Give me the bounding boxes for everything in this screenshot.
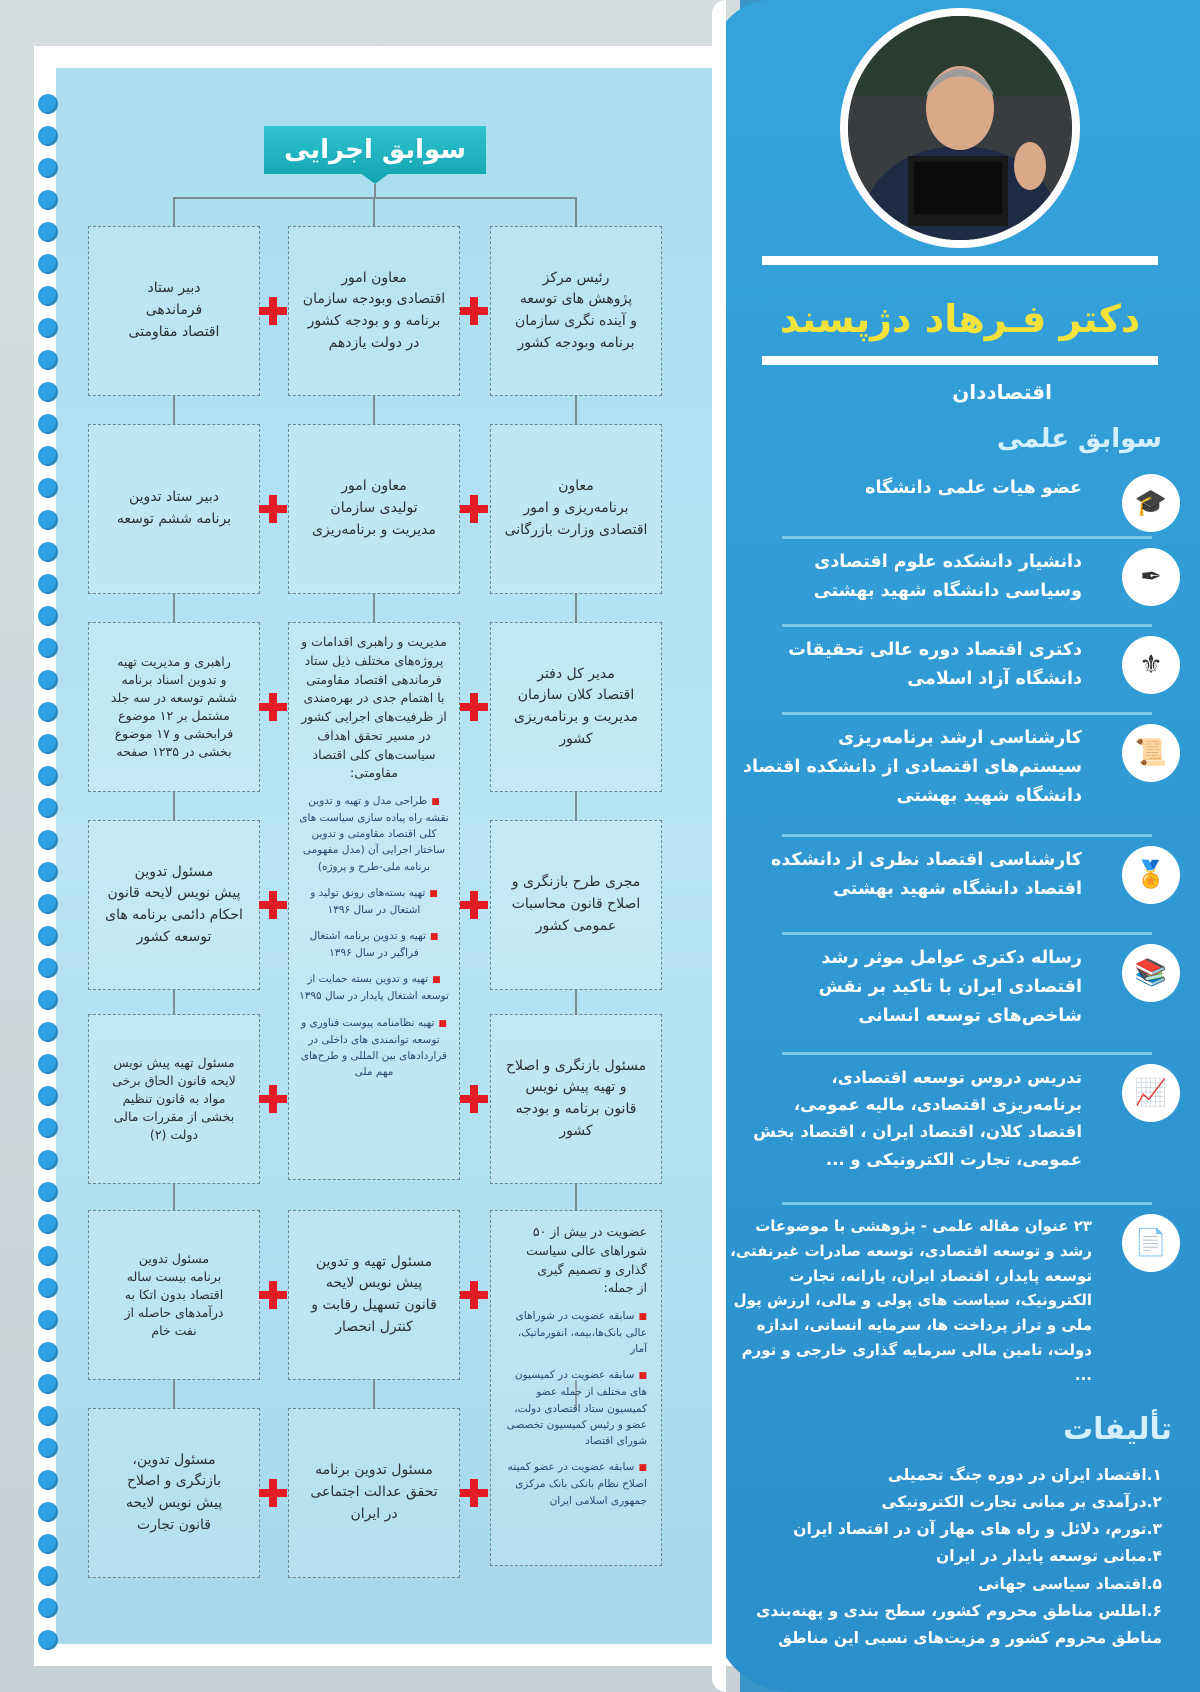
record-line: بخشی از مقررات مالی (113, 1109, 235, 1125)
books-icon: 📚 (1122, 944, 1180, 1002)
spiral-ring (38, 510, 58, 530)
notebook-spiral (38, 94, 58, 1654)
record-line: دبیر ستاد (147, 280, 201, 297)
spiral-ring (38, 1342, 58, 1362)
resistance-economy-box (288, 622, 460, 1180)
spiral-ring (38, 798, 58, 818)
academic-item (742, 548, 1188, 608)
record-line: معاون (558, 478, 594, 495)
record-text (112, 1054, 236, 1145)
record-line: برنامه و و بودجه کشور (307, 313, 441, 329)
connector-line (373, 197, 375, 226)
spiral-ring (38, 1022, 58, 1042)
plus-icon (259, 1281, 287, 1309)
spiral-ring (38, 1630, 58, 1650)
intro-line: گذاری و تصمیم گیری (537, 1261, 647, 1277)
plus-icon (460, 891, 488, 919)
connector-line (173, 594, 175, 622)
record-line: مدیریت و برنامه‌ریزی (312, 521, 436, 538)
spiral-ring (38, 1598, 58, 1618)
record-line: عمومی کشور (535, 917, 617, 934)
record-line: تولیدی سازمان (330, 500, 418, 517)
council-membership-box (490, 1210, 662, 1566)
profile-panel (712, 0, 1200, 1692)
books-list (742, 1462, 1162, 1652)
spiral-ring (38, 1310, 58, 1330)
record-box (490, 226, 662, 396)
record-line: فرابخشی و ۱۷ موضوع (114, 726, 234, 742)
record-line: مواد به قانون تنظیم (122, 1090, 226, 1106)
record-line: و تدوین اسناد برنامه (121, 671, 227, 687)
spiral-ring (38, 734, 58, 754)
spiral-ring (38, 766, 58, 786)
item-separator (782, 624, 1152, 627)
intro-line: شوراهای عالی سیاست (526, 1242, 647, 1258)
book-item: ۵.اقتصاد سیاسی جهانی (977, 1574, 1162, 1593)
intro-line: از جمله: (603, 1280, 647, 1296)
person-role: اقتصاددان (952, 380, 1052, 404)
spiral-ring (38, 382, 58, 402)
connector-line (575, 1184, 577, 1210)
spiral-ring (38, 1054, 58, 1074)
panel-edge (712, 0, 726, 1692)
record-text (126, 1450, 222, 1537)
book-item: ۴.مبانی توسعه پایدار در ایران (936, 1547, 1162, 1566)
record-box (88, 424, 260, 594)
plus-icon (460, 693, 488, 721)
connector-line (575, 990, 577, 1014)
plus-icon (460, 1085, 488, 1113)
item-separator (782, 536, 1152, 539)
spiral-ring (38, 1150, 58, 1170)
academic-item-text: عضو هیات علمی دانشگاه (865, 478, 1082, 498)
spiral-ring (38, 702, 58, 722)
intro-line: سیاست‌های کلی اقتصاد (312, 746, 436, 762)
bullet-item: ■ تهیه و تدوین برنامه اشتغال فراگیر در سال ۱۳۹۶ (297, 928, 451, 961)
record-line: دولت (۲) (149, 1127, 199, 1143)
connector-line (173, 197, 175, 226)
connector-line (173, 990, 175, 1014)
spiral-ring (38, 1214, 58, 1234)
spiral-ring (38, 478, 58, 498)
plus-icon (460, 1281, 488, 1309)
record-line: برنامه‌ریزی و امور (523, 500, 629, 517)
spiral-ring (38, 606, 58, 626)
item-separator (782, 1202, 1152, 1205)
academic-item-text: دانشیار دانشکده علوم اقتصادی وسیاسی دانشگاه شهید بهشتی (813, 552, 1082, 601)
intro-line: با اهتمام جدی در بهره‌مندی (303, 690, 445, 706)
record-text (515, 268, 637, 355)
record-text (111, 653, 237, 762)
record-line: بخشی در ۱۲۳۵ صفحه (116, 744, 232, 760)
record-line: اصلاح قانون محاسبات (511, 896, 641, 913)
record-line: پژوهش های توسعه (519, 291, 633, 308)
spiral-ring (38, 1086, 58, 1106)
record-line: بازنگری و اصلاح (126, 1473, 222, 1490)
plus-icon (259, 297, 287, 325)
spiral-ring (38, 1278, 58, 1298)
connector-line (174, 197, 576, 199)
book-item: ۶.اطلس مناطق محروم کشور، سطح بندی و پهنه‌بندی مناطق محروم کشور و مزیت‌های نسبی این مناطق (756, 1601, 1162, 1647)
record-box (490, 820, 662, 990)
spiral-ring (38, 1406, 58, 1426)
item-separator (782, 1052, 1152, 1055)
graduation-cap-icon: 🎓 (1122, 474, 1180, 532)
record-line: پیش نویس لایحه (125, 1495, 223, 1511)
spiral-ring (38, 350, 58, 370)
academic-item (742, 944, 1188, 1034)
bullet-item: ■ سابقه عضویت در شوراهای عالی بانک‌ها،بیمه، انفورماتیک، آمار (505, 1308, 647, 1357)
record-text (125, 1250, 224, 1341)
academic-item (742, 846, 1188, 906)
connector-line (373, 1380, 375, 1408)
diploma-scroll-icon: 📜 (1122, 724, 1180, 782)
connector-line (575, 396, 577, 424)
academic-item (742, 1064, 1188, 1174)
spiral-ring (38, 926, 58, 946)
spiral-ring (38, 254, 58, 274)
spiral-ring (38, 1438, 58, 1458)
record-box (288, 1408, 460, 1578)
spiral-ring (38, 990, 58, 1010)
record-box (490, 1014, 662, 1184)
books-heading: تألیفات (1062, 1412, 1172, 1447)
connector-line (173, 1184, 175, 1210)
intro-line: از ظرفیت‌های اجرایی کشور (301, 709, 447, 724)
spiral-ring (38, 1502, 58, 1522)
academic-item-text: رساله دکتری عوامل موثر رشد اقتصادی ایران با تاکید بر نقش شاخص‌های توسعه انسانی (818, 948, 1082, 1026)
plus-icon (460, 297, 488, 325)
record-line: لایحه قانون الحاق برخی (112, 1072, 236, 1088)
spiral-ring (38, 958, 58, 978)
record-box (88, 226, 260, 396)
record-line: قانون تسهیل رقابت و (311, 1297, 437, 1313)
plus-icon (259, 891, 287, 919)
record-line: مسئول تدوین، (132, 1451, 216, 1468)
record-line: اقتصادی وبودجه سازمان (302, 291, 446, 308)
document-icon: 📄 (1122, 1214, 1180, 1272)
record-line: تحقق عدالت اجتماعی (310, 1484, 438, 1501)
record-text (117, 487, 231, 530)
academic-item (742, 474, 1188, 518)
connector-line (173, 1380, 175, 1408)
book-item: ۳.تورم، دلائل و راه های مهار آن در اقتصاد ایران (793, 1520, 1162, 1539)
spiral-ring (38, 158, 58, 178)
spiral-ring (38, 1182, 58, 1202)
intro-line: در مسیر تحقق اهداف (317, 727, 431, 743)
item-separator (782, 834, 1152, 837)
record-line: مسئول تدوین (134, 863, 214, 880)
spiral-ring (38, 94, 58, 114)
record-line: اقتصادی وزارت بازرگانی (504, 521, 648, 538)
record-text (505, 476, 648, 541)
spiral-ring (38, 222, 58, 242)
bullet-item: ■ تهیه بسته‌های رونق تولید و اشتغال در سال ۱۳۹۶ (297, 885, 451, 918)
record-line: مشتمل بر ۱۲ موضوع (118, 708, 230, 723)
record-line: و تهیه پیش نویس (525, 1079, 627, 1096)
record-line: برنامه وبودجه کشور (517, 334, 635, 351)
record-line: مسئول تدوین (138, 1250, 210, 1266)
connector-line (575, 197, 577, 226)
record-line: اقتصاد کلان سازمان (517, 687, 635, 704)
connector-line (173, 396, 175, 424)
plus-icon (259, 1085, 287, 1113)
spiral-ring (38, 446, 58, 466)
connector-line (173, 792, 175, 820)
record-text (129, 278, 220, 343)
academic-heading: سوابق علمی (996, 424, 1162, 454)
academic-item-text: کارشناسی ارشد برنامه‌ریزی سیستم‌های اقتصادی از دانشکده اقتصاد دانشگاه شهید بهشتی (742, 728, 1082, 806)
book-item: ۲.درآمدی بر مبانی تجارت الکترونیکی (881, 1493, 1162, 1512)
connector-line (575, 792, 577, 820)
profile-photo (848, 16, 1072, 240)
record-text (311, 1252, 437, 1339)
spiral-ring (38, 190, 58, 210)
resistance-economy-intro (297, 633, 451, 783)
record-box (88, 820, 260, 990)
bullet-item: ■ سابقه عضویت در کمیسیون های مختلف از جمله عضو کمیسیون ستاد اقتصادی دولت، عضو و رئیس کمیسیون تخصصی شورای اقتصاد (505, 1367, 647, 1449)
record-line: اقتصاد مقاومتی (128, 323, 220, 340)
record-line: مجری طرح بازنگری و (511, 874, 641, 891)
academic-item (730, 1214, 1188, 1384)
record-line: دبیر ستاد تدوین (129, 489, 219, 506)
chart-growth-icon: 📈 (1122, 1064, 1180, 1122)
person-name: دکتر فـرهاد دژپسند (779, 297, 1141, 341)
record-line: مدیریت و برنامه‌ریزی (514, 709, 638, 725)
record-line: مسئول تدوین برنامه (315, 1462, 433, 1479)
academic-item (742, 724, 1188, 814)
record-line: راهبری و مدیریت تهیه (117, 653, 231, 669)
spiral-ring (38, 1470, 58, 1490)
record-line: مسئول تهیه و تدوین (315, 1253, 433, 1270)
council-membership-intro (505, 1223, 647, 1298)
academic-item-text: کارشناسی اقتصاد نظری از دانشکده اقتصاد دانشگاه شهید بهشتی (770, 850, 1082, 899)
record-text (310, 1460, 437, 1525)
intro-line: فرماندهی اقتصاد مقاومتی (306, 671, 442, 687)
record-line: برنامه ششم توسعه (116, 511, 232, 527)
record-line: کشور (559, 730, 593, 747)
title-pointer (359, 172, 391, 184)
spiral-ring (38, 862, 58, 882)
record-line: معاون امور (341, 478, 407, 495)
azad-university-logo-icon: ⚜ (1122, 636, 1180, 694)
name-rule-bottom (762, 356, 1158, 365)
record-text (105, 862, 243, 949)
medal-icon: 🏅 (1122, 846, 1180, 904)
portrait-illustration (848, 16, 1072, 240)
academic-item-text: ۲۳ عنوان مقاله علمی - پژوهشی با موضوعات رشد و توسعه اقتصادی، توسعه صادرات غیرنفتی، توسعه پایدار، اقتصاد ایران، یارانه، تجارت الکترونیک، سیاست های پولی و مالی، ارزش پول ملی و تراز پرداخت ها، سرمایه انسانی، اندازه دولت، تامین مالی سرمایه گذاری خارجی و تورم ... (730, 1217, 1092, 1384)
record-line: اقتصاد بدون اتکا به (124, 1286, 224, 1302)
bullet-item: ■ تهیه نظامنامه پیوست فناوری و توسعه توانمندی های داخلی در قراردادهای بین المللی و طرح‌های مهم ملی (297, 1015, 451, 1081)
record-line: قانون تجارت (137, 1516, 211, 1533)
spiral-ring (38, 286, 58, 306)
record-line: ششم توسعه در سه جلد (110, 689, 238, 705)
record-box (88, 622, 260, 792)
record-line: مدیر کل دفتر (537, 665, 615, 682)
connector-line (575, 594, 577, 622)
academic-item-text: دکتری اقتصاد دوره عالی تحقیقات دانشگاه آزاد اسلامی (788, 640, 1082, 689)
record-line: مسئول تهیه پیش نویس (113, 1054, 235, 1070)
academic-item (742, 636, 1188, 696)
plus-icon (460, 495, 488, 523)
record-box (88, 1408, 260, 1578)
record-line: فرماندهی (145, 302, 203, 319)
bullet-item: ■ تهیه و تدوین بسته حمایت از توسعه اشتغال پایدار در سال ۱۳۹۵ (297, 971, 451, 1004)
record-text (512, 872, 641, 937)
record-line: احکام دائمی برنامه های (105, 907, 243, 923)
record-line: توسعه کشور (136, 928, 212, 945)
spiral-ring (38, 574, 58, 594)
record-line: کنترل انحصار (335, 1318, 413, 1335)
name-rule-top (762, 256, 1158, 265)
item-separator (782, 712, 1152, 715)
record-text (506, 1056, 646, 1143)
record-box (88, 1014, 260, 1184)
record-line: برنامه بیست ساله (126, 1268, 222, 1284)
record-line: معاون امور (341, 269, 407, 286)
spiral-ring (38, 670, 58, 690)
plus-icon (259, 495, 287, 523)
record-text (312, 476, 436, 541)
plus-icon (259, 1479, 287, 1507)
spiral-ring (38, 638, 58, 658)
intro-line: مقاومتی: (350, 765, 398, 781)
bullet-item: ■ سابقه عضویت در عضو کمیته اصلاح نظام بانکی بانک مرکزی جمهوری اسلامی ایران (505, 1459, 647, 1508)
record-line: رئیس مرکز (542, 269, 610, 286)
spiral-ring (38, 1118, 58, 1138)
record-line: پیش نویس لایحه (325, 1275, 423, 1292)
record-box (490, 424, 662, 594)
record-box (288, 1210, 460, 1380)
connector-line (374, 184, 376, 198)
record-text (514, 664, 638, 751)
record-line: کشور (559, 1122, 593, 1139)
record-line: درآمدهای حاصله از (124, 1305, 224, 1321)
spiral-ring (38, 126, 58, 146)
record-line: قانون برنامه و بودجه (515, 1101, 637, 1117)
record-box (88, 1210, 260, 1380)
record-box (490, 622, 662, 792)
intro-line: مدیریت و راهبری اقدامات و (301, 634, 447, 649)
record-line: نفت خام (151, 1323, 197, 1339)
spiral-ring (38, 1246, 58, 1266)
plus-icon (259, 693, 287, 721)
record-line: پیش نویس لایحه قانون (107, 885, 241, 902)
spiral-ring (38, 1566, 58, 1586)
spiral-ring (38, 830, 58, 850)
book-item: ۱.اقتصاد ایران در دوره جنگ تحمیلی (887, 1466, 1162, 1484)
record-text (303, 268, 445, 355)
bullet-item: ■ طراحی مدل و تهیه و تدوین نقشه راه پیاده سازی سیاست های کلی اقتصاد مقاومتی و تدوین ساختار اجرایی آن (مدل مفهومی برنامه ملی-طرح و پروژه) (297, 793, 451, 875)
record-box (288, 424, 460, 594)
record-line: در دولت یازدهم (328, 334, 420, 351)
spiral-ring (38, 414, 58, 434)
item-separator (782, 932, 1152, 935)
spiral-ring (38, 1534, 58, 1554)
intro-line: پروژه‌های مختلف ذیل ستاد (304, 652, 444, 668)
connector-line (373, 396, 375, 424)
spiral-ring (38, 542, 58, 562)
record-line: مسئول بازنگری و اصلاح (505, 1057, 647, 1074)
record-box (288, 226, 460, 396)
plus-icon (460, 1479, 488, 1507)
intro-line: عضویت در بیش از ۵۰ (532, 1224, 647, 1239)
university-logo-icon: ✒ (1122, 548, 1180, 606)
record-line: و آینده نگری سازمان (515, 313, 637, 329)
spiral-ring (38, 894, 58, 914)
executive-records-title: سوابق اجرایی (264, 126, 486, 174)
spiral-ring (38, 1374, 58, 1394)
academic-item-text: تدریس دروس توسعه اقتصادی، برنامه‌ریزی اقتصادی، مالیه عمومی، اقتصاد کلان، اقتصاد ایران ، اقتصاد بخش عمومی، تجارت الکترونیکی و ... (753, 1068, 1082, 1169)
connector-line (373, 594, 375, 622)
record-line: در ایران (350, 1505, 398, 1522)
spiral-ring (38, 318, 58, 338)
